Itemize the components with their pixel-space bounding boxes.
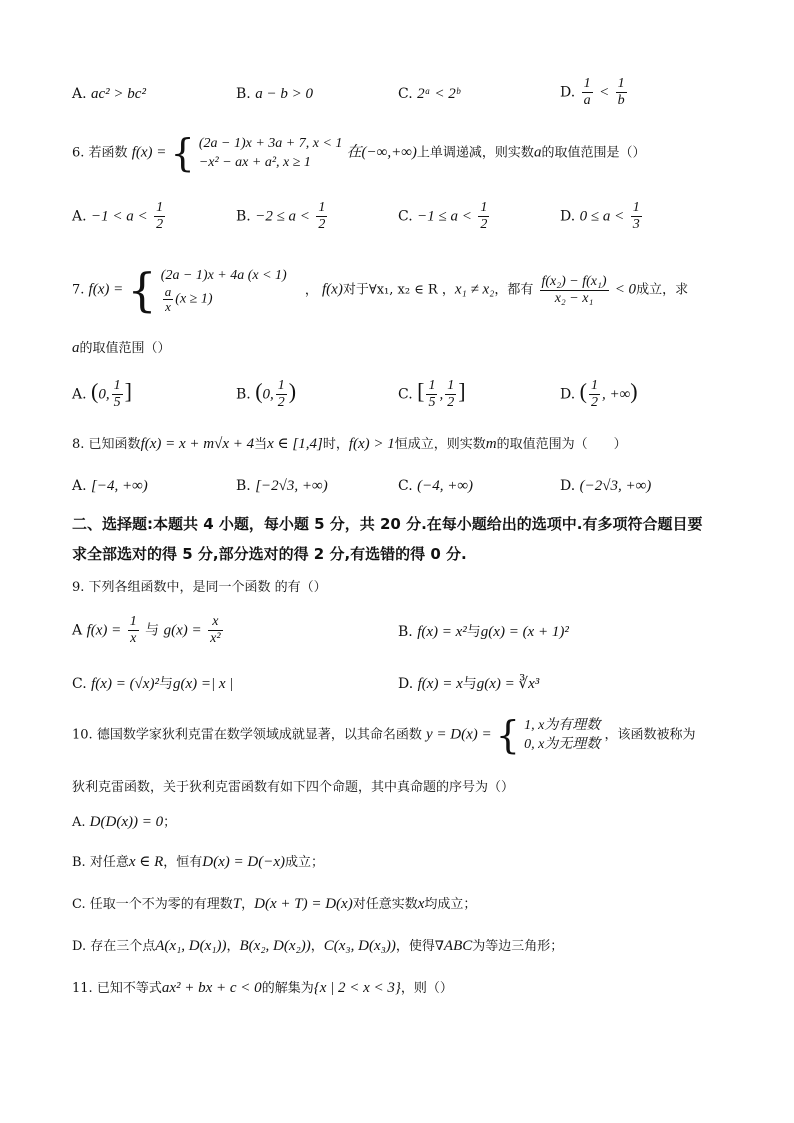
fraction: $\frac{\text{f(x₂) − f(x₁)}}{\text{x₂ − x₁}}$ bbox=[541, 273, 607, 306]
fraction: $\frac{1}{b}$ bbox=[617, 76, 625, 108]
q9-option-a: A f(x) = $\frac{1}{x}$ 与 g(x) = $\frac{x}{\text{x²}}$ bbox=[72, 614, 221, 646]
q7-option-b: B. (0, $\frac{1}{2}$ ) bbox=[236, 378, 297, 410]
q6-option-d: D. 0 ≤ a < $\frac{1}{3}$ bbox=[560, 200, 640, 232]
q10-option-a: A. D(D(x)) = 0； bbox=[72, 814, 177, 830]
q9-option-c: C. f(x) = (√x)²与g(x) =| x | bbox=[72, 676, 234, 692]
q8-options bbox=[0, 476, 794, 516]
q9-options-row1 bbox=[0, 612, 794, 656]
q10-option-c: C. 任取一个不为零的有理数T，D(x + T) = D(x)对任意实数x均成立； bbox=[72, 896, 477, 912]
q10-stem: 10. 德国数学家狄利克雷在数学领域成就显著，以其命名函数 y = D(x) = { 1, x为有理数 0, x为无理数 ，该函数被称为 bbox=[72, 713, 696, 757]
q8-option-b: B. [−2√3, +∞) bbox=[236, 478, 328, 494]
q5-options bbox=[0, 78, 794, 118]
q7-stem: 7. f(x) = { (2a − 1)x + 4a (x < 1) $\frac{a}{x}$ (x ≥ 1) ， f(x)对于∀x₁, x₂ ∈ R ，x₁ ≠ x₂，都有 $\frac{\text{f(x₂) − f(x₁)}}{\text{x₂ − x₁}}$ < 0成立，求 bbox=[72, 263, 689, 317]
q7-option-a: A. (0, $\frac{1}{5}$ ] bbox=[72, 378, 132, 410]
q5-option-b: B. a − b > 0 bbox=[236, 86, 313, 102]
q11-stem: 11. 已知不等式ax² + bx + c < 0的解集为{x | 2 < x < 3}，则（） bbox=[72, 980, 453, 996]
q6-option-c: C. −1 ≤ a < $\frac{1}{2}$ bbox=[398, 200, 488, 232]
q7-options bbox=[0, 378, 794, 418]
fraction: $\frac{1}{a}$ bbox=[583, 76, 591, 108]
q8-option-c: C. (−4, +∞) bbox=[398, 478, 474, 494]
q7-option-c: C. [ $\frac{1}{5}$ , $\frac{1}{2}$ ] bbox=[398, 378, 466, 410]
q10-option-b: B. 对任意x ∈ R，恒有D(x) = D(−x)成立； bbox=[72, 854, 325, 870]
section2-heading-line2: 求全部选对的得 5 分,部分选对的得 2 分,有选错的得 0 分. bbox=[72, 545, 467, 563]
piecewise-cases: 1, x为有理数 0, x为无理数 bbox=[524, 718, 601, 752]
piecewise-cases: (2a − 1)x + 4a (x < 1) $\frac{a}{x}$ (x ≥ 1) bbox=[160, 268, 287, 314]
q8-option-a: A. [−4, +∞) bbox=[72, 478, 148, 494]
q7-stem-line2: a的取值范围（） bbox=[72, 340, 171, 356]
q9-stem: 9. 下列各组函数中，是同一个函数 的有（） bbox=[72, 580, 327, 595]
q6-options bbox=[0, 200, 794, 240]
q8-option-d: D. (−2√3, +∞) bbox=[560, 478, 652, 494]
q10-stem-line2: 狄利克雷函数，关于狄利克雷函数有如下四个命题，其中真命题的序号为（） bbox=[72, 780, 515, 795]
q9-option-d: D. f(x) = x与g(x) = ∛x³ bbox=[398, 676, 540, 692]
q6-option-b: B. −2 ≤ a < $\frac{1}{2}$ bbox=[236, 200, 326, 232]
q8-stem: 8. 已知函数f(x) = x + m√x + 4当x ∈ [1,4]时，f(x) > 1恒成立，则实数m的取值范围为（ ） bbox=[72, 436, 627, 452]
section2-heading: 二、选择题:本题共 4 小题，每小题 5 分，共 20 分.在每小题给出的选项中.有多项符合题目要 bbox=[72, 515, 703, 533]
q5-option-c: C. 2ᵃ < 2ᵇ bbox=[398, 86, 460, 102]
q5-option-d: D. $\frac{1}{a}$ < $\frac{1}{b}$ bbox=[560, 76, 625, 108]
piecewise-cases: (2a − 1)x + 3a + 7, x < 1 −x² − ax + a², x ≥ 1 bbox=[198, 136, 343, 170]
q6-stem: 6. 若函数 f(x) = { (2a − 1)x + 3a + 7, x < 1 −x² − ax + a², x ≥ 1 在(−∞,+∞)上单调递减，则实数a的取值范围是（） bbox=[72, 131, 646, 175]
q7-option-d: D. ( $\frac{1}{2}$ , +∞) bbox=[560, 378, 638, 410]
q5-option-a: A. ac² > bc² bbox=[72, 86, 146, 102]
q10-option-d: D. 存在三个点A(x₁, D(x₁))，B(x₂, D(x₂))，C(x₃, D(x₃))，使得∇ABC为等边三角形； bbox=[72, 938, 564, 954]
q9-options-row2 bbox=[0, 674, 794, 714]
q6-option-a: A. −1 < a < $\frac{1}{2}$ bbox=[72, 200, 164, 232]
q9-option-b: B. f(x) = x²与g(x) = (x + 1)² bbox=[398, 624, 569, 640]
